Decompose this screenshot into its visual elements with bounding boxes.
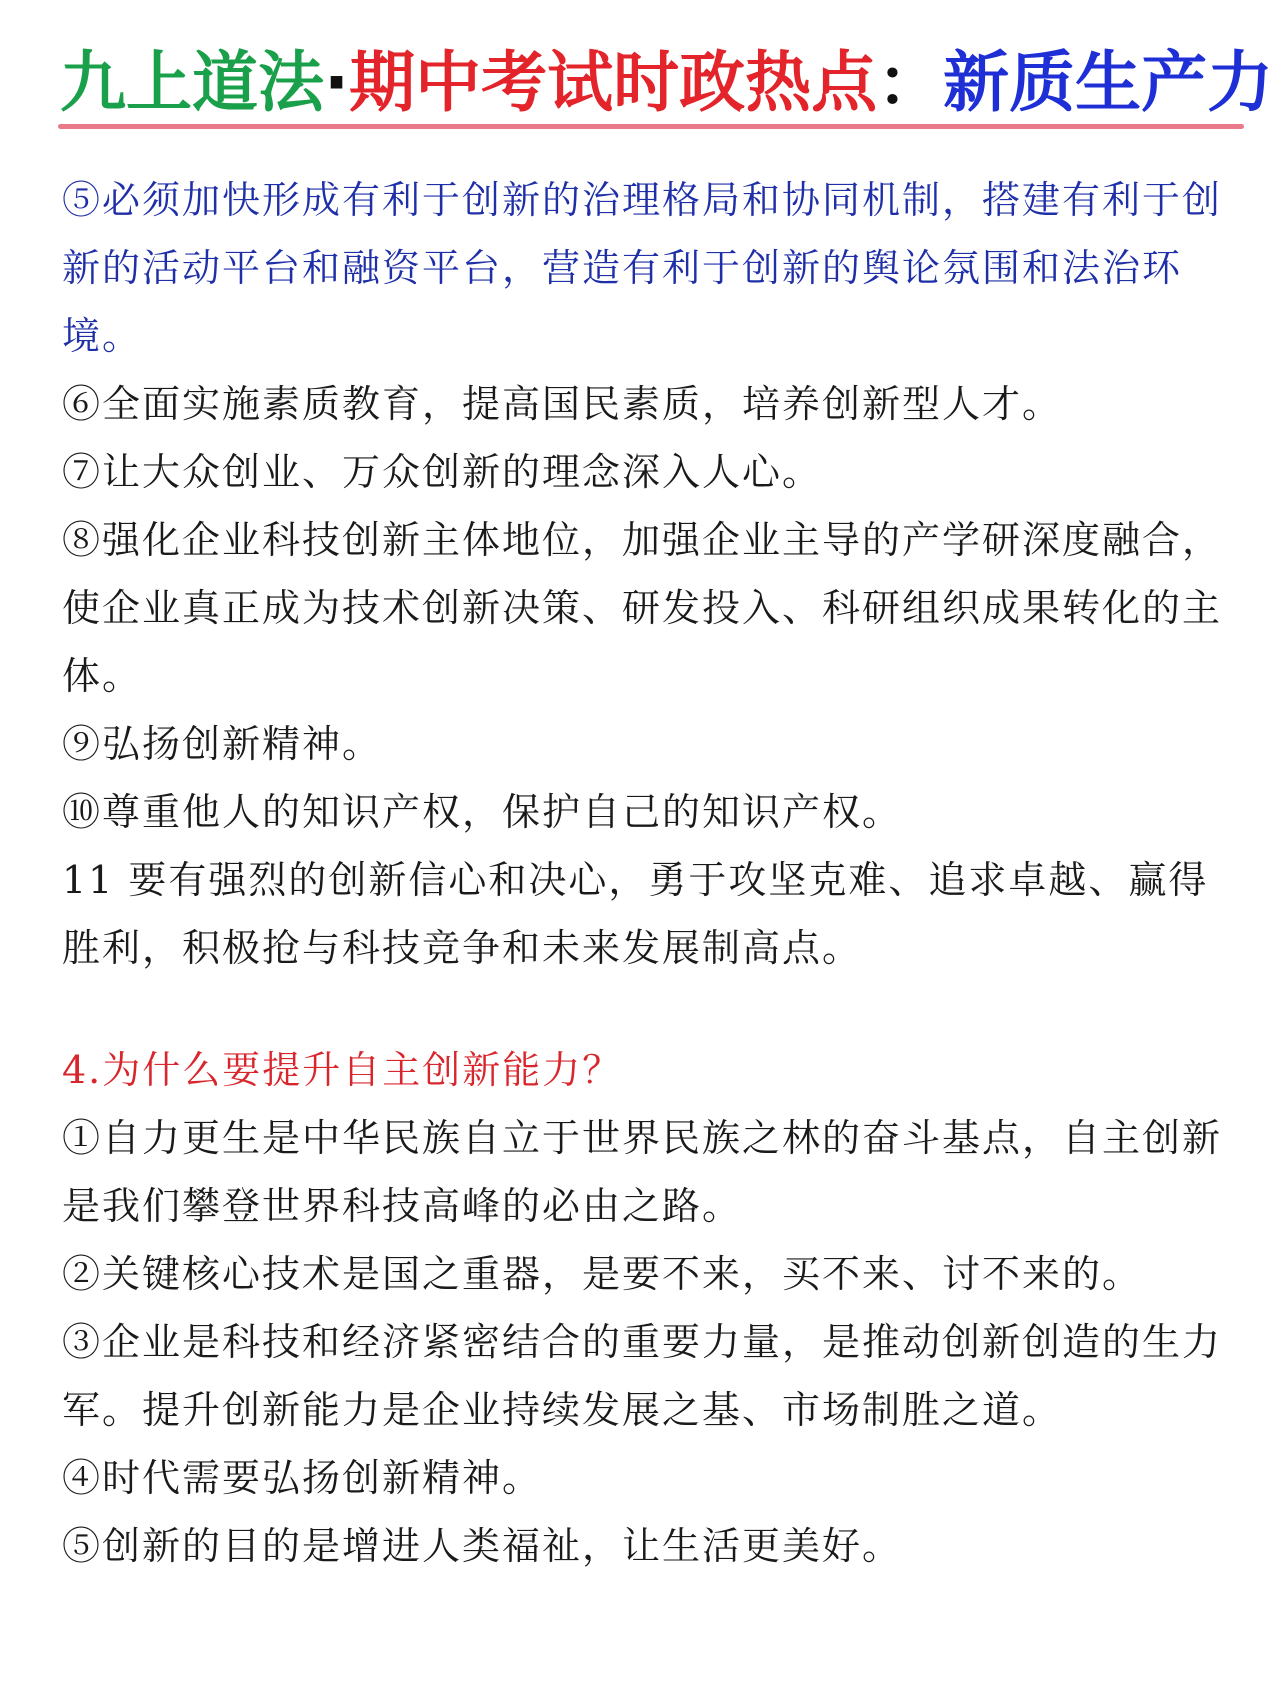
faint-watermark xyxy=(470,1650,810,1698)
list-item: ④时代需要弘扬创新精神。 xyxy=(62,1456,543,1500)
list-item: ⑩尊重他人的知识产权，保护自己的知识产权。 xyxy=(62,790,903,834)
title-colon: ： xyxy=(877,44,944,121)
title-keyword: 新质生产力 xyxy=(943,44,1274,121)
list-item: ①自力更生是中华民族自立于世界民族之林的奋斗基点，自主创新是我们攀登世界科技高峰的必由之路。 xyxy=(62,1116,1223,1228)
title-topic: 期中考试时政热点 xyxy=(349,44,878,121)
list-item: ⑨弘扬创新精神。 xyxy=(62,722,383,766)
title-dot: · xyxy=(324,44,350,121)
content-body xyxy=(62,166,1232,1580)
page-title xyxy=(60,38,1274,128)
list-item: ⑤必须加快形成有利于创新的治理格局和协同机制，搭建有利于创新的活动平台和融资平台，营造有利于创新的舆论氛围和法治环境。 xyxy=(62,178,1223,358)
section-heading: 4.为什么要提升自主创新能力？ xyxy=(62,1048,623,1092)
list-item: 11 要有强烈的创新信心和决心，勇于攻坚克难、追求卓越、赢得胜利，积极抢与科技竞争和未来发展制高点。 xyxy=(62,858,1209,970)
list-item: ⑤创新的目的是增进人类福祉，让生活更美好。 xyxy=(62,1524,903,1568)
list-item: ③企业是科技和经济紧密结合的重要力量，是推动创新创造的生力军。提升创新能力是企业持续发展之基、市场制胜之道。 xyxy=(62,1320,1223,1432)
list-item: ⑧强化企业科技创新主体地位，加强企业主导的产学研深度融合，使企业真正成为技术创新决策、研发投入、科研组织成果转化的主体。 xyxy=(62,518,1223,698)
title-divider xyxy=(58,124,1244,129)
list-item: ②关键核心技术是国之重器，是要不来，买不来、讨不来的。 xyxy=(62,1252,1143,1296)
list-item: ⑦让大众创业、万众创新的理念深入人心。 xyxy=(62,450,823,494)
title-subject: 九上道法 xyxy=(60,44,324,121)
list-item: ⑥全面实施素质教育，提高国民素质，培养创新型人才。 xyxy=(62,382,1063,426)
